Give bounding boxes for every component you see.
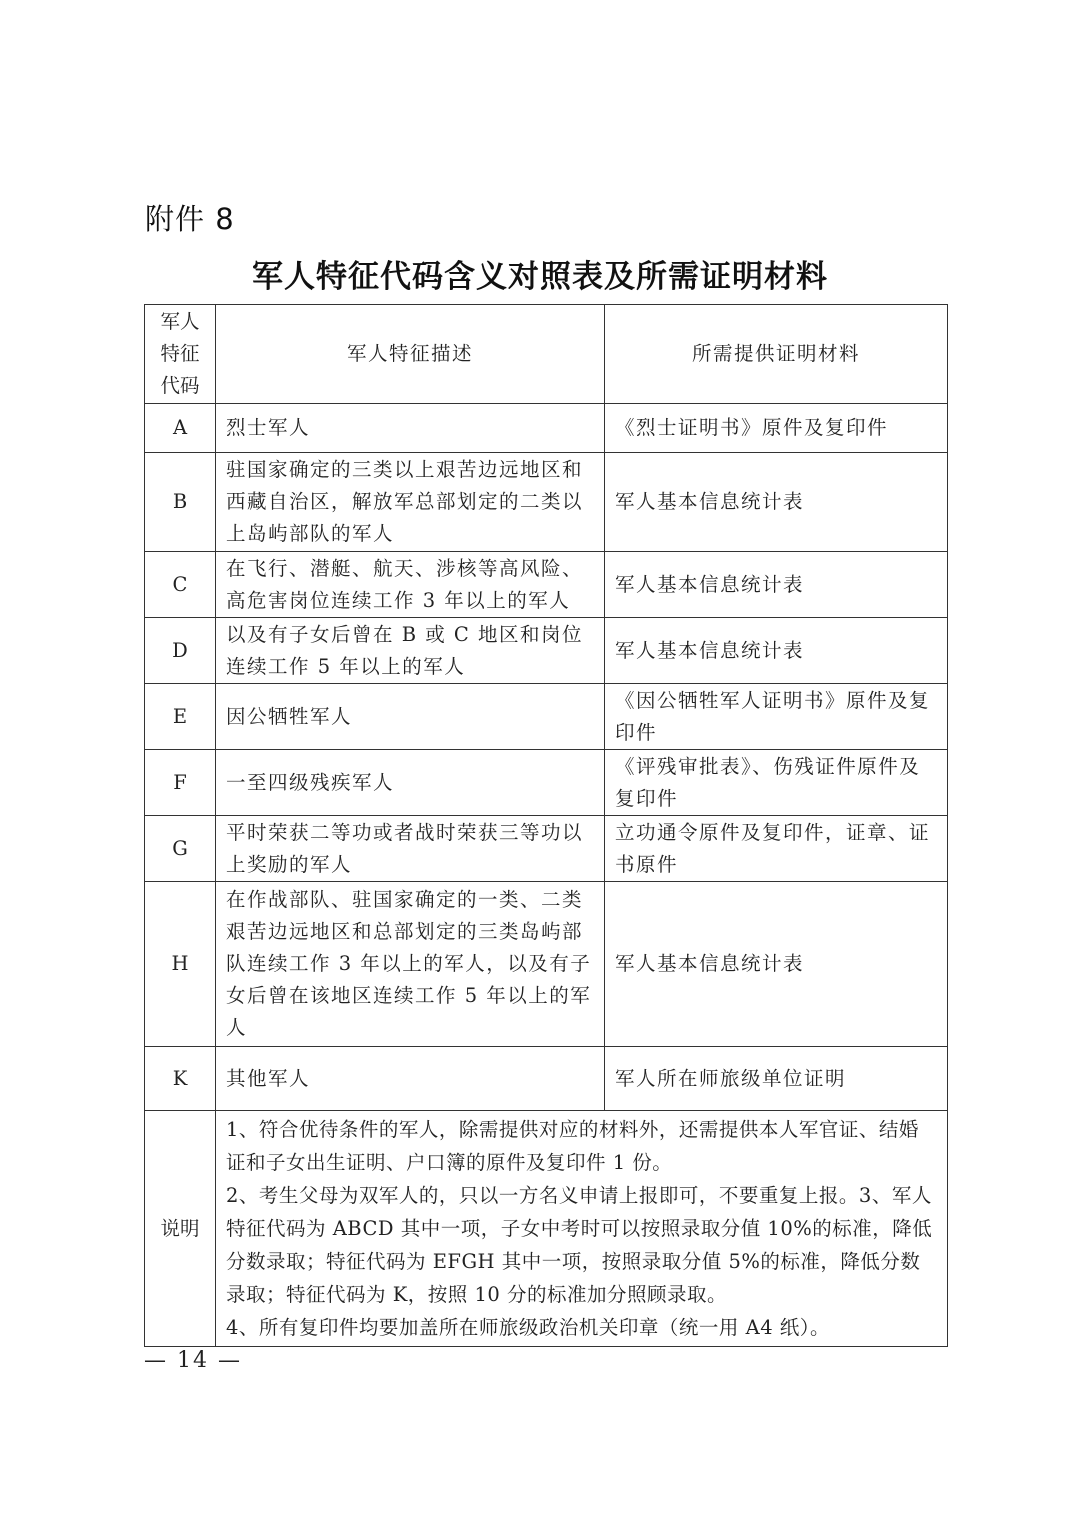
row-code: D: [145, 618, 216, 684]
header-materials: 所需提供证明材料: [605, 305, 948, 404]
code-table: [144, 304, 948, 1347]
row-code: H: [145, 882, 216, 1047]
row-code: E: [145, 684, 216, 750]
row-code: F: [145, 750, 216, 816]
row-description: 因公牺牲军人: [216, 684, 605, 750]
row-code: K: [145, 1047, 216, 1111]
table-row: [145, 684, 948, 750]
row-description: 驻国家确定的三类以上艰苦边远地区和西藏自治区，解放军总部划定的二类以上岛屿部队的军人: [216, 453, 605, 552]
table-row: [145, 453, 948, 552]
table-header-row: [145, 305, 948, 404]
attachment-label: 附件 8: [145, 202, 235, 236]
row-materials: 《评残审批表》、伤残证件原件及复印件: [605, 750, 948, 816]
note-row: [145, 1111, 948, 1347]
row-code: B: [145, 453, 216, 552]
header-description: 军人特征描述: [216, 305, 605, 404]
table-row: [145, 750, 948, 816]
row-materials: 军人所在师旅级单位证明: [605, 1047, 948, 1111]
header-code-line: 特征: [160, 342, 200, 365]
header-code-line: 军人: [160, 310, 200, 333]
row-materials: 军人基本信息统计表: [605, 453, 948, 552]
row-description: 一至四级残疾军人: [216, 750, 605, 816]
page-number: — 14 —: [144, 1348, 242, 1373]
row-materials: 军人基本信息统计表: [605, 552, 948, 618]
table-row: [145, 552, 948, 618]
row-materials: 军人基本信息统计表: [605, 618, 948, 684]
note-label: 说明: [145, 1111, 216, 1347]
row-code: G: [145, 816, 216, 882]
row-description: 烈士军人: [216, 404, 605, 453]
table-row: [145, 816, 948, 882]
row-code: C: [145, 552, 216, 618]
table-row: [145, 404, 948, 453]
note-text: 1、符合优待条件的军人，除需提供对应的材料外，还需提供本人军官证、结婚证和子女出生证明、户口簿的原件及复印件 1 份。 2、考生父母为双军人的，只以一方名义申请上报即可，不要重复上报。3、军人特征代码为 ABCD 其中一项，子女中考时可以按照录取分值 10%的标准，降低分数录取；特征代码为 EFGH 其中一项，按照录取分值 5%的标准，降低分数录取；特征代码为 K，按照 10 分的标准加分照顾录取。 4、所有复印件均要加盖所在师旅级政治机关印章（统一用 A4 纸）。: [216, 1111, 948, 1347]
row-materials: 军人基本信息统计表: [605, 882, 948, 1047]
header-code-line: 代码: [160, 374, 200, 397]
row-description: 平时荣获二等功或者战时荣获三等功以上奖励的军人: [216, 816, 605, 882]
row-description: 在作战部队、驻国家确定的一类、二类艰苦边远地区和总部划定的三类岛屿部队连续工作 3 年以上的军人，以及有子女后曾在该地区连续工作 5 年以上的军人: [216, 882, 605, 1047]
table-row: [145, 882, 948, 1047]
page-title: 军人特征代码含义对照表及所需证明材料: [252, 259, 828, 295]
row-code: A: [145, 404, 216, 453]
row-materials: 立功通令原件及复印件，证章、证书原件: [605, 816, 948, 882]
row-materials: 《因公牺牲军人证明书》原件及复印件: [605, 684, 948, 750]
table-row: [145, 618, 948, 684]
row-description: 其他军人: [216, 1047, 605, 1111]
header-code: [145, 305, 216, 404]
row-description: 以及有子女后曾在 B 或 C 地区和岗位连续工作 5 年以上的军人: [216, 618, 605, 684]
row-materials: 《烈士证明书》原件及复印件: [605, 404, 948, 453]
table-row: [145, 1047, 948, 1111]
row-description: 在飞行、潜艇、航天、涉核等高风险、高危害岗位连续工作 3 年以上的军人: [216, 552, 605, 618]
